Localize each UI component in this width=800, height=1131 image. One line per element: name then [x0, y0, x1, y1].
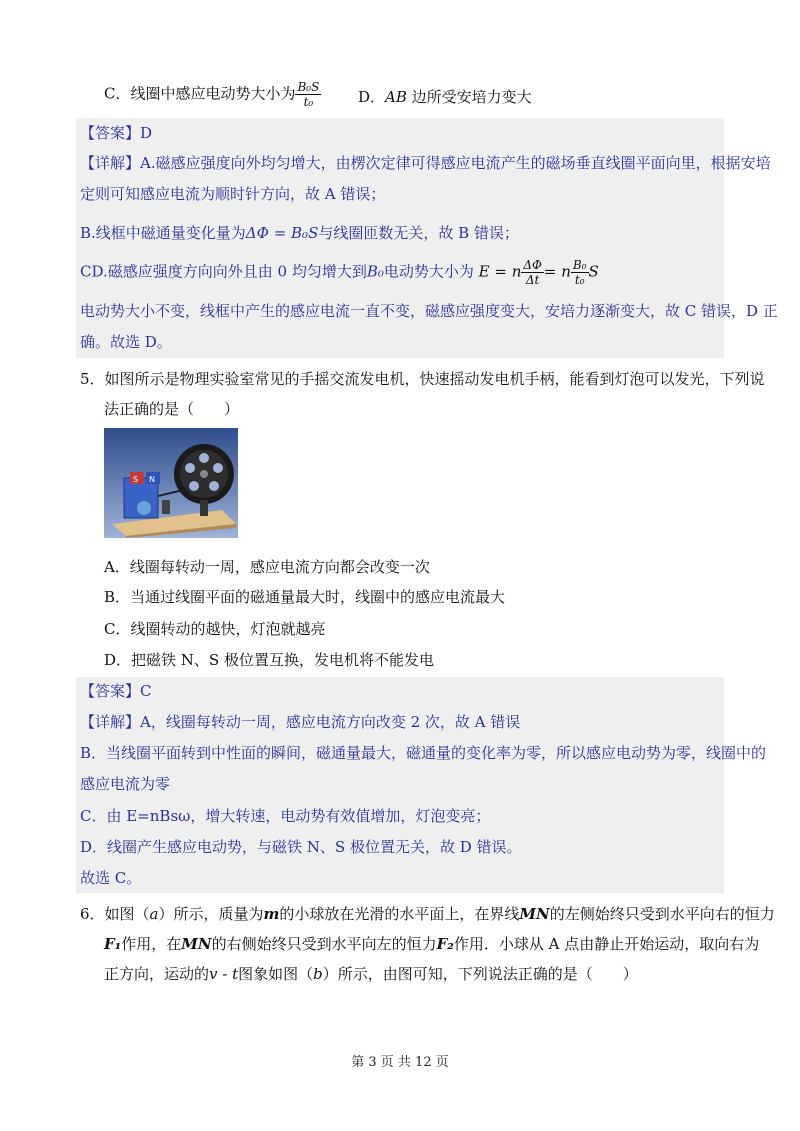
detail-line: 【详解】A.磁感应强度向外均匀增大，由楞次定律可得感应电流产生的磁场垂直线圈平面向里，根据安培 [80, 154, 771, 172]
q5-option-d: D．把磁铁 N、S 极位置互换，发电机将不能发电 [104, 651, 434, 669]
q6-stem-line3: 正方向，运动的v - t图象如图（b）所示，由图可知，下列说法正确的是（ ） [104, 965, 638, 983]
q6-stem-line2: F₁作用，在MN的右侧始终只受到水平向左的恒力F₂作用．小球从 A 点由静止开始运动，取向右为 [104, 935, 760, 953]
q5-option-b: B．当通过线圈平面的磁通量最大时，线圈中的感应电流最大 [104, 588, 506, 606]
detail-line: 感应电流为零 [80, 775, 171, 793]
detail-line: 确。故选 D。 [80, 333, 172, 351]
q5-option-c: C．线圈转动的越快，灯泡就越亮 [104, 620, 326, 638]
q6-stem-line1: 6．如图（a）所示，质量为m的小球放在光滑的水平面上，在界线MN的左侧始终只受到水平向右的恒力 [80, 905, 775, 923]
answer-label: 【答案】D [80, 124, 153, 142]
magnet-s-label: S [133, 475, 139, 484]
fraction: $\frac{\text{B₀S}}{\text{t₀}}$ [297, 80, 320, 109]
detail-line: 电动势大小不变，线框中产生的感应电流一直不变，磁感应强度变大，安培力逐渐变大，故 C 错误，D 正 [80, 302, 778, 320]
prev-option-d: D．AB 边所受安培力变大 [358, 88, 532, 106]
q5-option-a: A．线圈每转动一周，感应电流方向都会改变一次 [104, 558, 430, 576]
detail-line-b: B.线框中磁通量变化量为ΔΦ = B₀S与线圈匝数无关，故 B 错误； [80, 224, 519, 242]
answer-box [76, 677, 724, 893]
generator-image [104, 428, 238, 538]
q5-stem: 法正确的是（ ） [104, 400, 240, 418]
hand-crank-generator-illustration [104, 428, 238, 538]
detail-line: C．由 E=nBsω，增大转速，电动势有效值增加，灯泡变亮； [80, 807, 491, 825]
detail-line: 【详解】A，线圈每转动一周，感应电流方向改变 2 次，故 A 错误 [80, 713, 521, 731]
q5-stem: 5．如图所示是物理实验室常见的手摇交流发电机，快速摇动发电机手柄，能看到灯泡可以发光，下列说 [80, 370, 765, 388]
fraction: $\frac{\Delta\Phi}{\Delta t}$ [523, 258, 542, 287]
fraction: $\frac{\text{B₀}}{\text{t₀}}$ [572, 258, 587, 287]
detail-line: 定则可知感应电流为顺时针方向，故 A 错误； [80, 185, 386, 203]
detail-line: B．当线圈平面转到中性面的瞬间，磁通量最大，磁通量的变化率为零，所以感应电动势为零，线圈中的 [80, 744, 767, 762]
detail-line: D．线圈产生感应电动势，与磁铁 N、S 极位置无关，故 D 错误。 [80, 838, 522, 856]
detail-line-cd: CD.磁感应强度方向向外且由 0 均匀增大到B₀电动势大小为 E = n $\frac{\Delta\Phi}{\Delta t}$ = n $\frac{\text{B₀}}{\text{t₀}}$ S [80, 258, 599, 287]
magnet-n-label: N [149, 475, 155, 484]
detail-line: 故选 C。 [80, 869, 142, 887]
page-footer: 第 3 页 共 12 页 [351, 1055, 449, 1070]
prev-option-c: C．线圈中感应电动势大小为 $\frac{\text{B₀S}}{\text{t₀}}$ [104, 80, 320, 109]
answer-label: 【答案】C [80, 682, 152, 700]
